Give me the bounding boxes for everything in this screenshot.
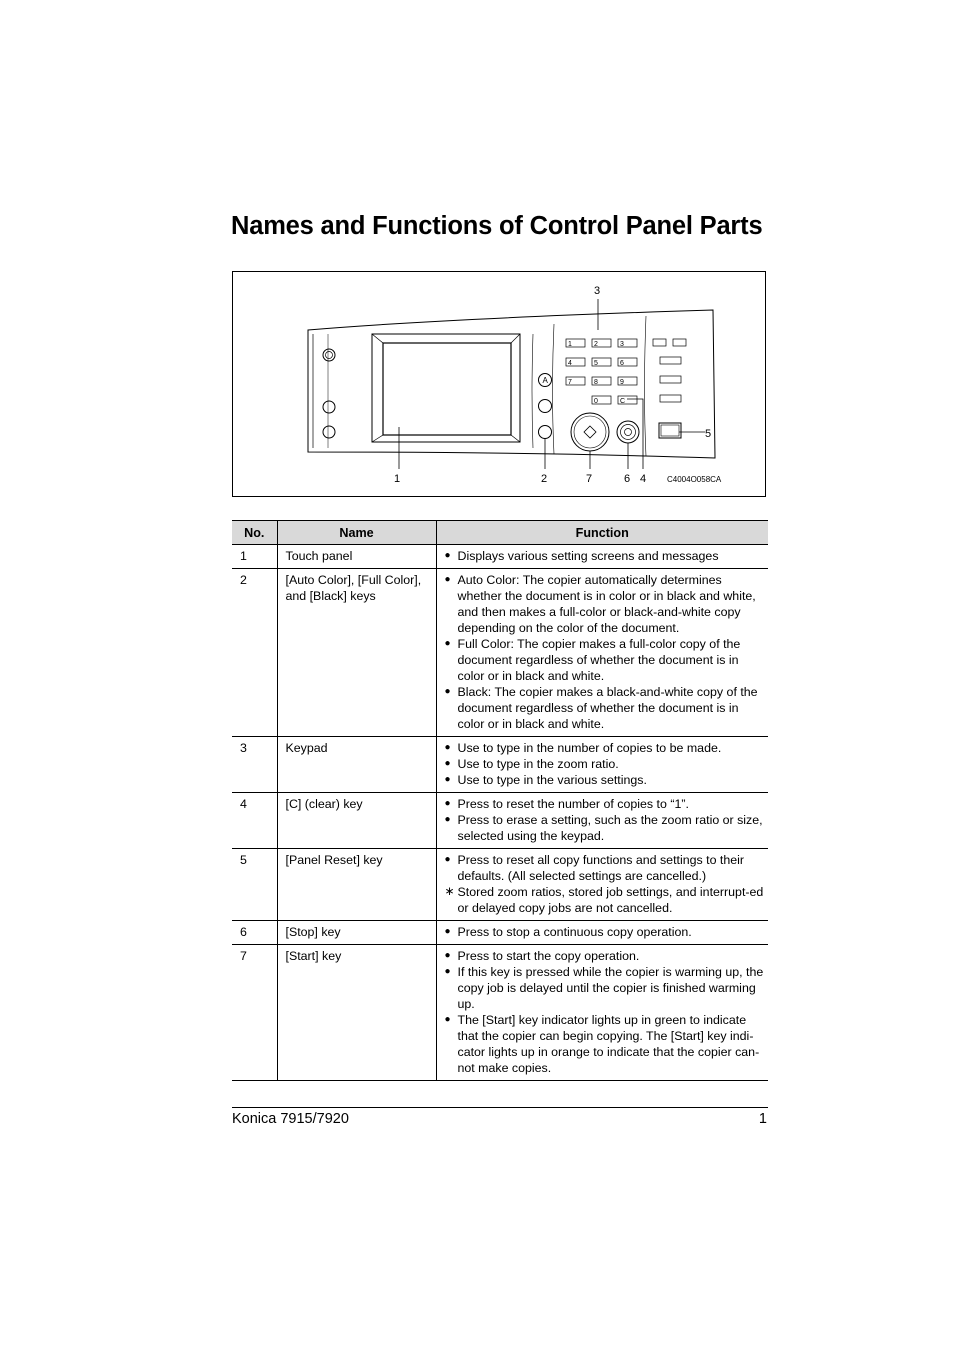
keypad-key-label: 0 — [594, 398, 598, 405]
keypad — [566, 339, 637, 405]
function-bullet: ● Black: The copier makes a black-and-white copy of the document regardless of whether the document is in color or in black and white. — [445, 684, 765, 732]
part-number: 7 — [232, 945, 277, 1081]
touch-panel-outer — [372, 334, 520, 442]
keypad-key-label: 1 — [568, 341, 572, 348]
table-row — [232, 737, 768, 793]
function-bullet: ● Use to type in the various settings. — [445, 772, 765, 788]
header-function: Function — [436, 521, 768, 545]
part-number: 6 — [232, 921, 277, 945]
keypad-key-label: 6 — [620, 360, 624, 367]
table-row — [232, 569, 768, 737]
part-function — [436, 545, 768, 569]
control-panel-drawing — [233, 272, 767, 498]
function-bullet: ● If this key is pressed while the copier is warming up, the copy job is delayed until the copier is finished warming up. — [445, 964, 765, 1012]
keypad-key-label: 3 — [620, 341, 624, 348]
function-bullet: ● Press to reset all copy functions and settings to their defaults. (All selected settings are cancelled.) — [445, 852, 765, 884]
part-name: [Panel Reset] key — [277, 849, 436, 921]
left-button-icon — [323, 401, 335, 413]
part-name: [Start] key — [277, 945, 436, 1081]
table-row — [232, 545, 768, 569]
full-color-key-icon — [539, 400, 552, 413]
start-key-icon — [571, 413, 609, 451]
callout-2: 2 — [541, 473, 548, 485]
part-number: 3 — [232, 737, 277, 793]
color-key-label: A — [542, 376, 548, 385]
table-row — [232, 921, 768, 945]
parts-table — [232, 520, 768, 1081]
keypad-key-label: 8 — [594, 379, 598, 386]
touch-panel-screen — [383, 343, 511, 435]
callout-5: 5 — [705, 428, 712, 440]
keypad-key-label: 9 — [620, 379, 624, 386]
keypad-key-label: 5 — [594, 360, 598, 367]
table-row — [232, 849, 768, 921]
function-bullet: ● Use to type in the zoom ratio. — [445, 756, 765, 772]
part-function — [436, 849, 768, 921]
part-function — [436, 793, 768, 849]
header-name: Name — [277, 521, 436, 545]
function-bullet: ● Press to reset the number of copies to “1”. — [445, 796, 765, 812]
footer-rule — [232, 1107, 768, 1108]
keypad-key-label: 4 — [568, 360, 572, 367]
part-function — [436, 945, 768, 1081]
keypad-key-label: 7 — [568, 379, 572, 386]
part-number: 2 — [232, 569, 277, 737]
footer-model: Konica 7915/7920 — [232, 1111, 349, 1127]
control-panel-figure — [232, 271, 766, 497]
part-function — [436, 569, 768, 737]
header-no: No. — [232, 521, 277, 545]
function-bullet: ● Displays various setting screens and messages — [445, 548, 765, 564]
power-button-icon — [323, 349, 335, 361]
function-bullet: ● Full Color: The copier makes a full-color copy of the document regardless of whether the document is in color or in black and white. — [445, 636, 765, 684]
function-bullet: ● Press to stop a continuous copy operation. — [445, 924, 765, 940]
callout-3: 3 — [594, 285, 601, 297]
callout-4: 4 — [640, 473, 647, 485]
part-number: 5 — [232, 849, 277, 921]
callout-7: 7 — [586, 473, 593, 485]
part-number: 4 — [232, 793, 277, 849]
function-bullet: ● Auto Color: The copier automatically determines whether the document is in color or in black and white, and then makes a full-color or black-and-white copy depending on the color of the document. — [445, 572, 765, 636]
function-note: ∗ Stored zoom ratios, stored job settings, and interrupt-ed or delayed copy jobs are not cancelled. — [445, 884, 765, 916]
left-button-icon — [323, 426, 335, 438]
figure-code: C4004O058CA — [667, 475, 722, 484]
keypad-key-label: 2 — [594, 341, 598, 348]
part-name: Keypad — [277, 737, 436, 793]
function-bullet: ● Press to erase a setting, such as the zoom ratio or size, selected using the keypad. — [445, 812, 765, 844]
callout-1: 1 — [394, 473, 401, 485]
part-name: [Auto Color], [Full Color], and [Black] keys — [277, 569, 436, 737]
page-title: Names and Functions of Control Panel Parts — [231, 212, 763, 240]
parts-table-body — [232, 545, 768, 1081]
keypad-key-label: C — [620, 398, 626, 405]
part-name: [C] (clear) key — [277, 793, 436, 849]
part-name: [Stop] key — [277, 921, 436, 945]
callout-6: 6 — [624, 473, 631, 485]
table-row — [232, 793, 768, 849]
part-number: 1 — [232, 545, 277, 569]
part-name: Touch panel — [277, 545, 436, 569]
function-bullet: ● Use to type in the number of copies to be made. — [445, 740, 765, 756]
part-function — [436, 737, 768, 793]
page-number: 1 — [758, 1111, 767, 1127]
part-function — [436, 921, 768, 945]
function-bullet: ● The [Start] key indicator lights up in green to indicate that the copier can begin copying. The [Start] key indi-cator lights up in orange to indicate that the copier can-not make copies. — [445, 1012, 765, 1076]
black-key-icon — [539, 426, 552, 439]
function-bullet: ● Press to start the copy operation. — [445, 948, 765, 964]
table-row — [232, 945, 768, 1081]
